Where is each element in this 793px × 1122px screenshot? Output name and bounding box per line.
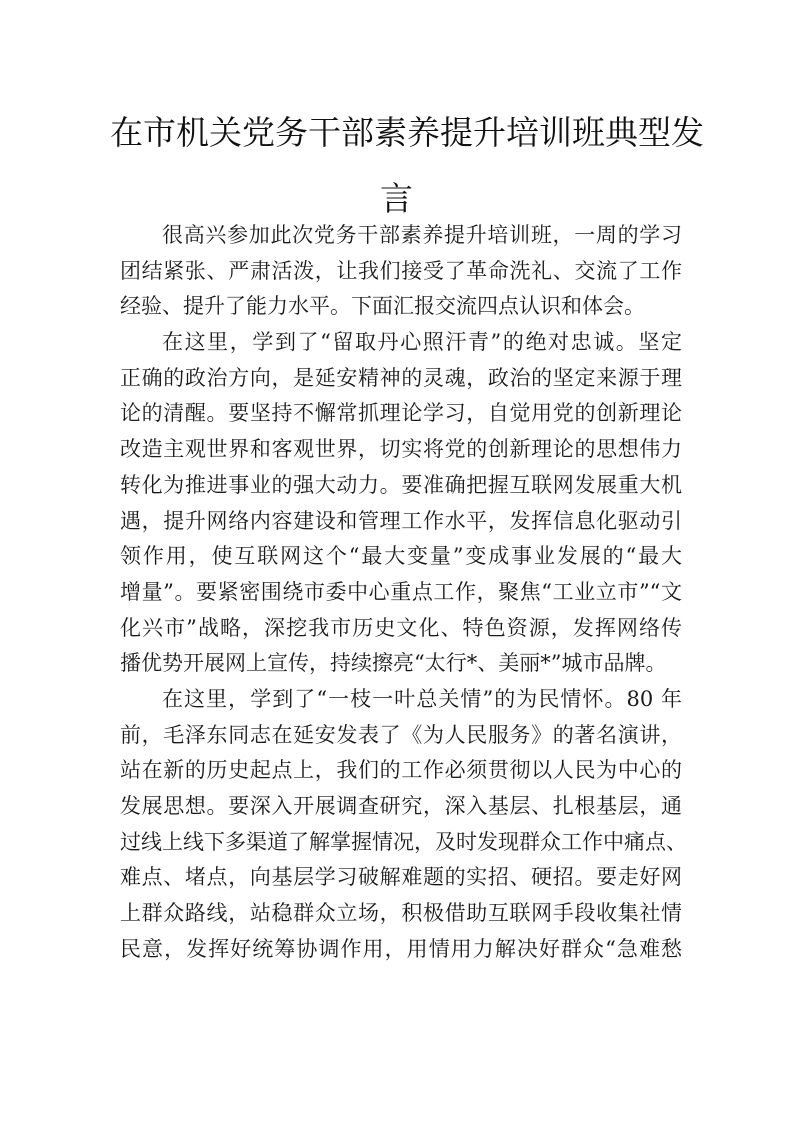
text-line: 发展思想。要深入开展调查研究，深入基层、扎根基层，通 <box>120 794 682 818</box>
text-line: 团结紧张、严肃活泼，让我们接受了革命洗礼、交流了工作 <box>120 258 682 283</box>
text-line: 化兴市”战略，深挖我市历史文化、特色资源，发挥网络传 <box>120 615 682 640</box>
text-line: 论的清醒。要坚持不懈常抓理论学习，自觉用党的创新理论 <box>120 401 682 426</box>
text-line: 播优势开展网上宣传，持续擦亮“太行*、美丽*”城市品牌。 <box>120 651 667 676</box>
document-body <box>120 218 687 967</box>
text-line: 领作用，使互联网这个“最大变量”变成事业发展的“最大 <box>120 544 682 569</box>
text-line: 难点、堵点，向基层学习破解难题的实招、硬招。要走好网 <box>120 865 682 890</box>
paragraph-people <box>120 682 687 968</box>
text-line: 在这里，学到了“一枝一叶总关情”的为民情怀。80 年 <box>162 686 682 711</box>
text-line: 正确的政治方向，是延安精神的灵魂，政治的坚定来源于理 <box>120 365 682 390</box>
text-line: 转化为推进事业的强大动力。要准确把握互联网发展重大机 <box>120 472 682 497</box>
text-line: 民意，发挥好统筹协调作用，用情用力解决好群众“急难愁 <box>120 936 682 961</box>
text-line: 很高兴参加此次党务干部素养提升培训班，一周的学习 <box>162 223 682 247</box>
text-line: 在这里，学到了“留取丹心照汗青”的绝对忠诚。坚定 <box>162 330 682 355</box>
document-title <box>110 100 704 232</box>
text-line: 经验、提升了能力水平。下面汇报交流四点认识和体会。 <box>120 294 645 319</box>
text-line: 增量”。要紧密围绕市委中心重点工作，聚焦“工业立市”“文 <box>120 579 682 604</box>
paragraph-loyalty <box>120 325 682 682</box>
paragraph-intro <box>120 218 682 325</box>
title-line-2: 言 <box>380 179 413 218</box>
text-line: 改造主观世界和客观世界，切实将党的创新理论的思想伟力 <box>120 437 682 462</box>
title-line-1: 在市机关党务干部素养提升培训班典型发 <box>110 113 704 152</box>
text-line: 站在新的历史起点上，我们的工作必须贯彻以人民为中心的 <box>120 758 682 783</box>
text-line: 过线上线下多渠道了解掌握情况，及时发现群众工作中痛点、 <box>120 829 687 854</box>
text-line: 前，毛泽东同志在延安发表了《为人民服务》的著名演讲， <box>120 722 682 747</box>
text-line: 遇，提升网络内容建设和管理工作水平，发挥信息化驱动引 <box>120 508 682 533</box>
text-line: 上群众路线，站稳群众立场，积极借助互联网手段收集社情 <box>120 901 682 926</box>
